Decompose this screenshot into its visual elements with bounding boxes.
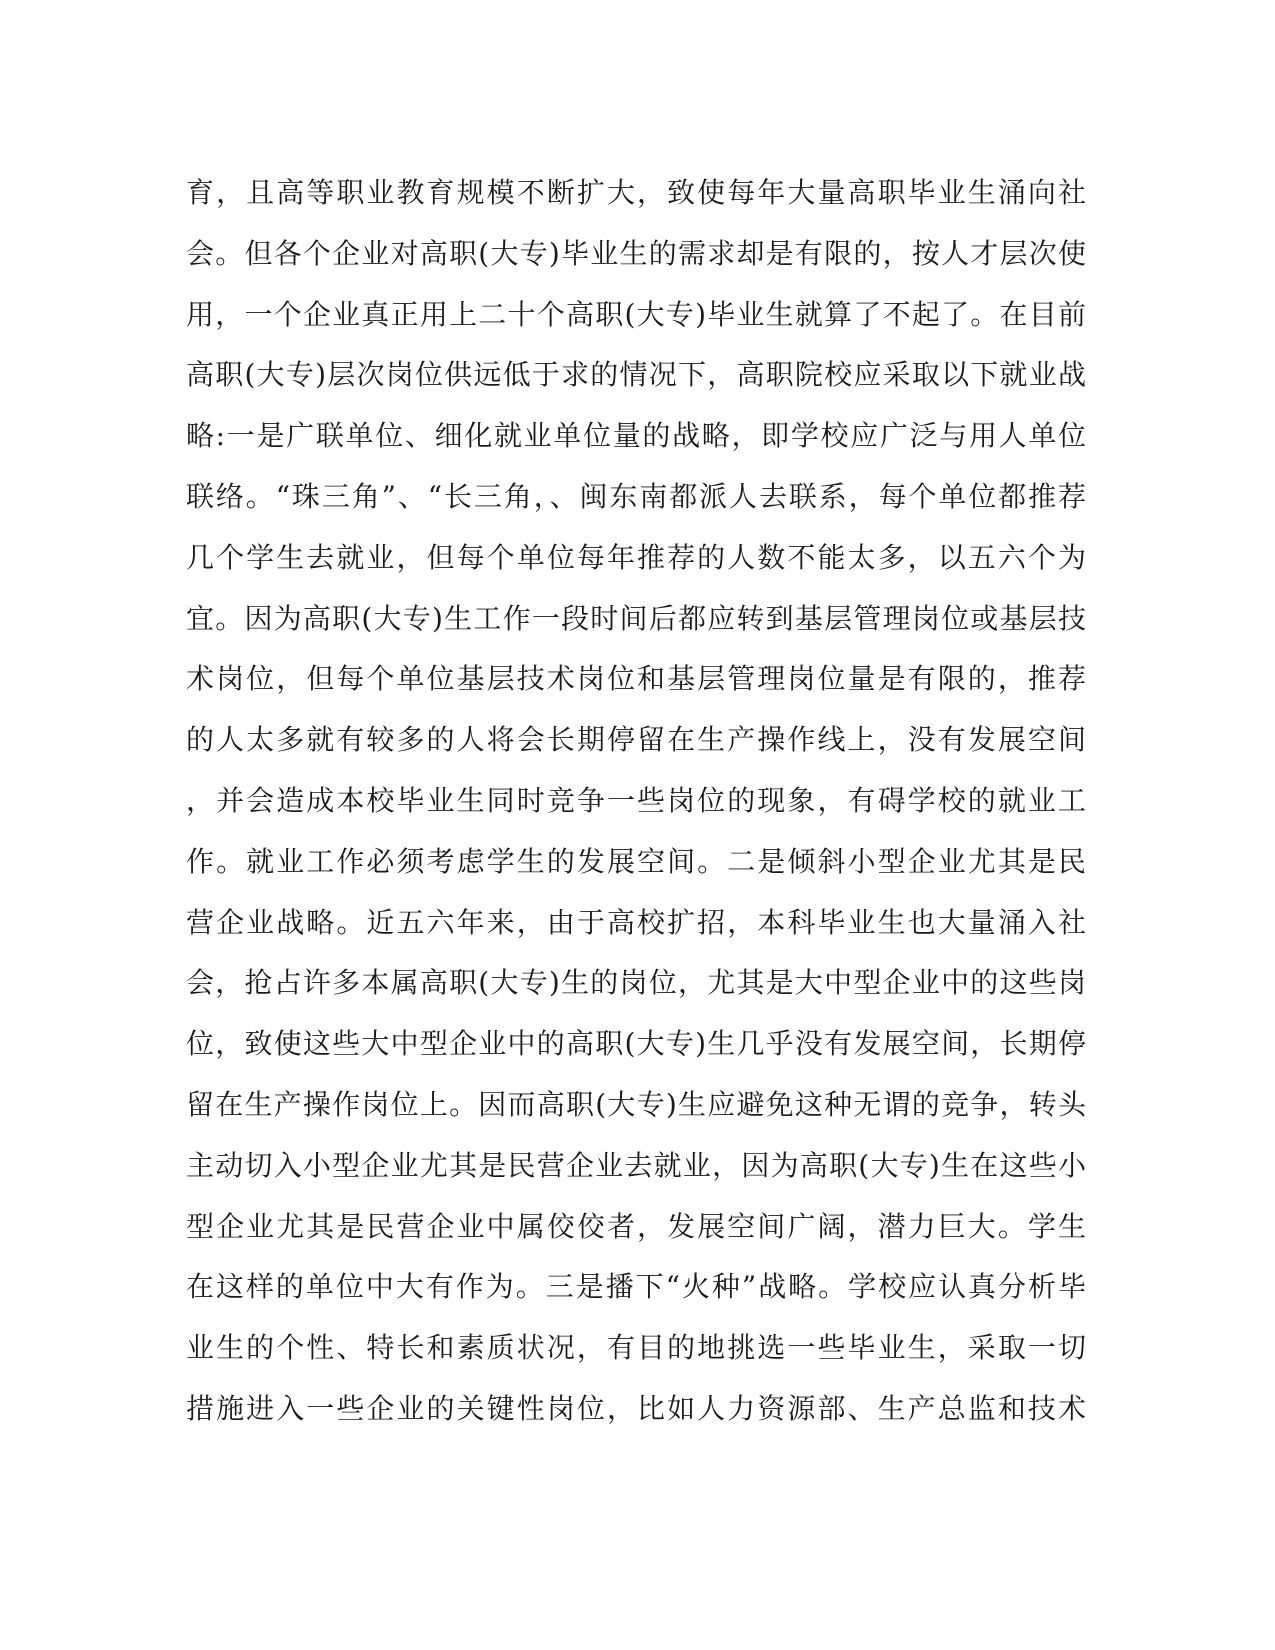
text-line: 会。但各个企业对高职(大专)毕业生的需求却是有限的，按人才层次使 — [186, 236, 1086, 270]
body-text — [186, 163, 1086, 1440]
text-line: 的人太多就有较多的人将会长期停留在生产操作线上，没有发展空间 — [186, 723, 1086, 757]
text-line: 业生的个性、特长和素质状况，有目的地挑选一些毕业生，采取一切 — [186, 1331, 1086, 1365]
text-line: 用，一个企业真正用上二十个高职(大专)毕业生就算了不起了。在目前 — [186, 297, 1086, 331]
text-line: 育，且高等职业教育规模不断扩大，致使每年大量高职毕业生涌向社 — [186, 176, 1086, 209]
text-line: 型企业尤其是民营企业中属佼佼者，发展空间广阔，潜力巨大。学生 — [186, 1209, 1086, 1243]
text-line: 术岗位，但每个单位基层技术岗位和基层管理岗位量是有限的，推荐 — [186, 662, 1086, 696]
text-line: 留在生产操作岗位上。因而高职(大专)生应避免这种无谓的竞争，转头 — [186, 1087, 1086, 1121]
text-line: 略:一是广联单位、细化就业单位量的战略，即学校应广泛与用人单位 — [186, 419, 1086, 453]
text-line: 宜。因为高职(大专)生工作一段时间后都应转到基层管理岗位或基层技 — [186, 601, 1086, 635]
text-line: 在这样的单位中大有作为。三是播下“火种”战略。学校应认真分析毕 — [186, 1270, 1086, 1304]
text-line: 联络。“珠三角”、“长三角，、闽东南都派人去联系，每个单位都推荐 — [186, 479, 1086, 513]
text-line: 位，致使这些大中型企业中的高职(大专)生几乎没有发展空间，长期停 — [186, 1027, 1086, 1061]
text-line: 会，抢占许多本属高职(大专)生的岗位，尤其是大中型企业中的这些岗 — [186, 966, 1086, 1000]
text-line: 高职(大专)层次岗位供远低于求的情况下，高职院校应采取以下就业战 — [186, 358, 1086, 392]
text-line: ，并会造成本校毕业生同时竞争一些岗位的现象，有碍学校的就业工 — [186, 783, 1086, 817]
text-line: 主动切入小型企业尤其是民营企业去就业，因为高职(大专)生在这些小 — [186, 1148, 1086, 1182]
text-line: 措施进入一些企业的关键性岗位，比如人力资源部、生产总监和技术 — [186, 1391, 1086, 1425]
text-line: 几个学生去就业，但每个单位每年推荐的人数不能太多，以五六个为 — [186, 540, 1086, 574]
text-line: 作。就业工作必须考虑学生的发展空间。二是倾斜小型企业尤其是民 — [186, 844, 1086, 878]
text-line: 营企业战略。近五六年来，由于高校扩招，本科毕业生也大量涌入社 — [186, 905, 1086, 939]
